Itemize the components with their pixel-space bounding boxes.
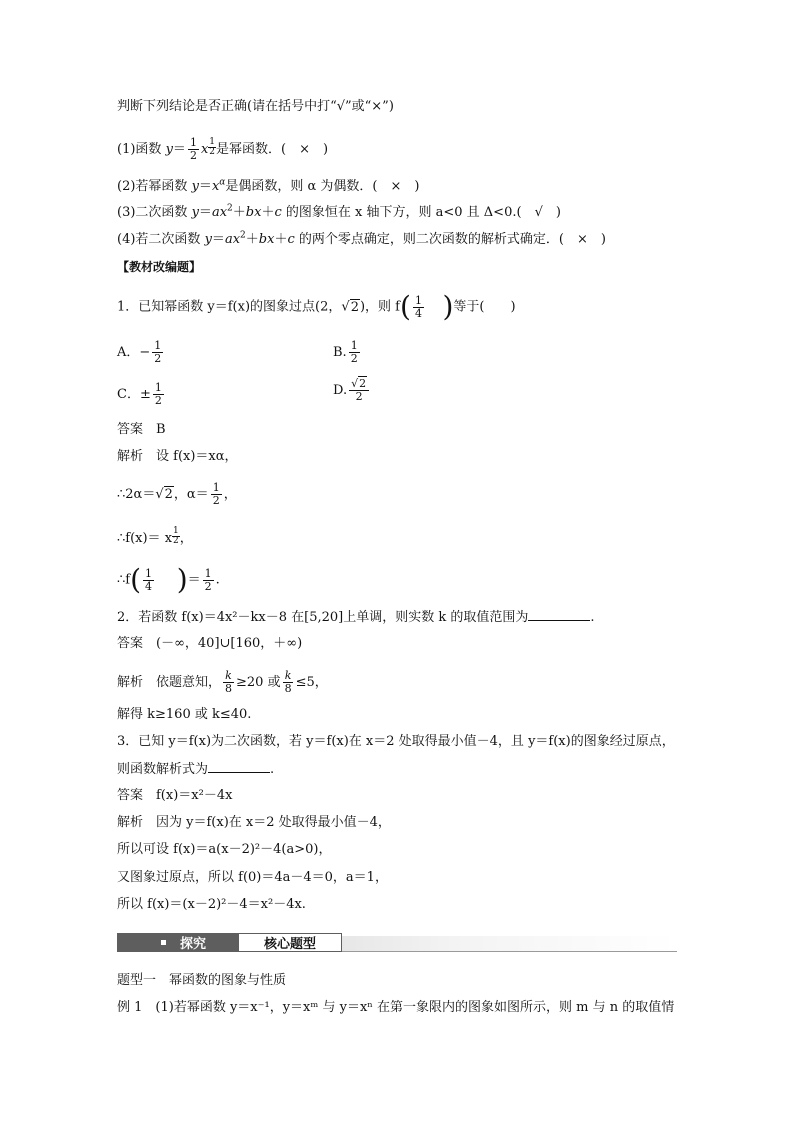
judge-item-2: (2)若幂函数 $y=x^\alpha$是偶函数，则 α 为偶数．( × ) [117, 177, 420, 194]
judge-item-4: (4)若二次函数 $y=ax^2+bx+c$ 的两个零点确定，则二次函数的解析式确定．( × ) [117, 230, 606, 247]
problem-3-stem-2: 则函数解析式为 . [117, 762, 275, 777]
problem-1-solution-2: ∴2α＝√2，α＝ $\frac{1}{2}$ ， [117, 481, 237, 507]
judge-item-1: (1)函数 y＝ $\frac{1}{2}$ x $\frac{1}{2}$ 是幂函数．( × ) [117, 136, 329, 162]
question-type-heading: 题型一 幂函数的图象与性质 [117, 973, 287, 988]
intro-text: 判断下列结论是否正确(请在括号中打“√”或“×”) [117, 99, 394, 114]
judge-mark-1: × [299, 142, 311, 157]
problem-3-solution-1: 解析 因为 y＝f(x)在 x＝2 处取得最小值－4， [117, 815, 391, 830]
section-banner [117, 933, 677, 954]
exponent-fraction: $\frac{1}{2}$ [209, 136, 216, 157]
problem-1-solution-4: ∴f( $\frac{1}{4}$ )＝ $\frac{1}{2}$ . [117, 563, 220, 596]
option-c: C．± $\frac{1}{2}$ [117, 381, 162, 407]
problem-1-solution-3: ∴f(x)＝ x $\frac{1}{2}$ ， [117, 525, 193, 546]
problem-3-solution-4: 所以 f(x)＝(x－2)²－4＝x²－4x. [117, 897, 306, 912]
problem-1-stem: 1．已知幂函数 y＝f(x)的图象过点(2，√2)，则 f( $\frac{1}{4}$ )等于( ) [117, 290, 516, 323]
problem-3-solution-3: 又图象过原点，所以 f(0)＝4a－4＝0，a＝1， [117, 870, 388, 885]
answer-blank [528, 608, 590, 621]
problem-3-solution-2: 所以可设 f(x)＝a(x－2)²－4(a>0)， [117, 842, 332, 857]
example-1: 例 1 (1)若幂函数 y＝x⁻¹，y＝xᵐ 与 y＝xⁿ 在第一象限内的图象如图所示，则 m 与 n 的取值情 [117, 1000, 675, 1015]
fraction: $\frac{1}{2}$ [189, 136, 197, 162]
problem-2-solution-1: 解析 依题意知， $\frac{k}{8}$ ≥20 或 $\frac{k}{8}$ ≤5， [117, 669, 328, 695]
section-label: 【教材改编题】 [117, 260, 202, 274]
fraction: $\frac{1}{4}$ [414, 293, 422, 320]
option-a: A．− $\frac{1}{2}$ [117, 339, 162, 365]
problem-3-answer: 答案 f(x)＝x²－4x [117, 788, 233, 803]
answer-blank [208, 760, 270, 773]
problem-2-stem: 2．若函数 f(x)＝4x²－kx－8 在[5,20]上单调，则实数 k 的取值范围为 . [117, 610, 595, 625]
problem-1-solution-1: 解析 设 f(x)＝xα， [117, 449, 238, 464]
option-d: D. $\frac{√2}{2}$ [333, 378, 371, 403]
judge-mark-2: × [390, 179, 402, 194]
problem-2-answer: 答案 (－∞，40]∪[160，＋∞) [117, 636, 303, 651]
judge-mark-4: × [576, 232, 588, 247]
problem-1-answer: 答案 B [117, 422, 166, 437]
judge-mark-3: √ [534, 205, 543, 220]
problem-2-solution-2: 解得 k≥160 或 k≤40. [117, 707, 252, 722]
judge-item-3: (3)二次函数 $y=ax^2+bx+c$ 的图象恒在 x 轴下方，则 a<0 且 Δ<0.( √ ) [117, 203, 561, 220]
problem-3-stem-1: 3．已知 y＝f(x)为二次函数，若 y＝f(x)在 x＝2 处取得最小值－4，且 y＝f(x)的图象经过原点， [117, 734, 675, 749]
square-bullet-icon [161, 940, 166, 945]
banner-right: 核心题型 [238, 933, 342, 952]
option-b: B. $\frac{1}{2}$ [333, 339, 358, 365]
banner-left: 探究 [117, 933, 238, 952]
